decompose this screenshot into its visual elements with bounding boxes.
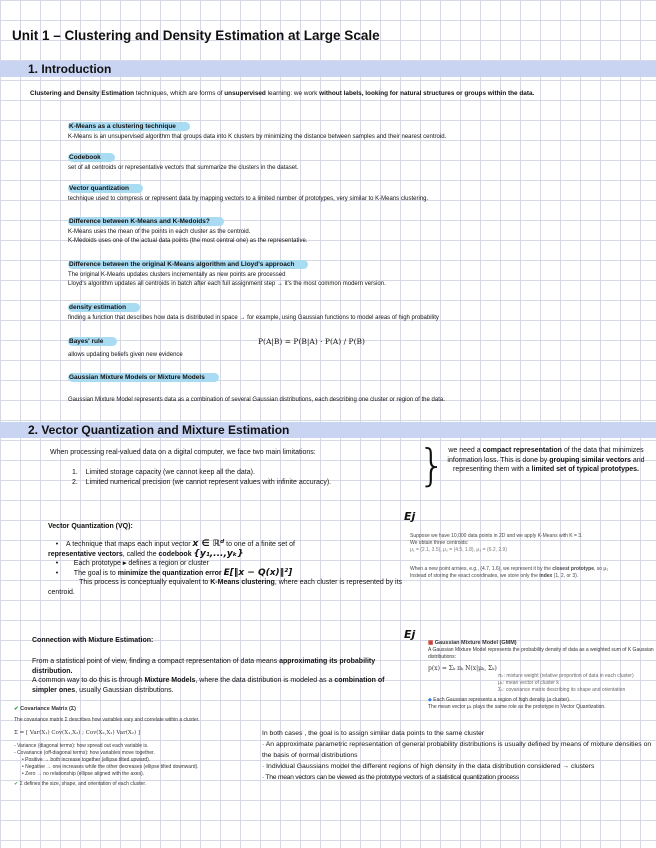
term-kmeans-vs-kmedoids [68,210,628,245]
term-kmeans [68,115,628,142]
handwritten-note: x ∈ ℝᵈ [192,539,225,549]
term-label: Codebook [68,153,115,162]
term-desc: Lloyd's algorithm updates all centroids in batch after each full assignment step → it's the most common modern version. [68,280,386,287]
list-item: • Zero → no relationship (ellipse aligned with the axes). [22,771,145,777]
term-gmm [68,366,628,405]
term-density-estimation [68,296,628,323]
list-item: 2. Limited numerical precision (we cannot represent values with infinite accuracy). [72,478,332,486]
term-label: Bayes' rule [68,337,117,346]
list-item: • Negative → one increases while the other decreases (ellipse tilted downward). [22,764,199,770]
term-label: Gaussian Mixture Models or Mixture Models [68,373,219,382]
list-item: representative vectors, called the codebook {y₁,...,yₖ} [48,548,244,559]
bayes-formula: P(A|B) = P(B|A) · P(A) / P(B) [258,337,365,346]
term-codebook [68,146,628,173]
handwritten-note: Ej [404,628,416,641]
gmm-box: ▦ Gaussian Mixture Model (GMM) A Gaussian Mixture Model represents the probability density of data as a weighted sum of K Gaussian distributions: p(x) = Σₖ πₖ N(x|μₖ, Σₖ) πₖ: mixture weight (relative proportion of data in each cluster) μₖ: mean vector of cluster k Σₖ: covariance matrix describing its shape and orientation ◆ Each Gaussian represents a region of high density (a cluster). The mean vector μₖ plays the same role as the prototype in Vector Quantization. [428,640,654,710]
mix-heading: Connection with Mixture Estimation: [32,637,154,644]
list-item: - Covariance (off-diagonal terms): how variables move together. [14,750,155,756]
section-2-header [0,422,656,438]
term-label: Difference between the original K-Means algorithm and Lloyd's approach [68,260,308,269]
term-desc: Gaussian Mixture Model represents data as a combination of several Gaussian distributions, each describing one cluster or region of the data. [68,397,445,403]
intro-paragraph: Clustering and Density Estimation techniques, which are forms of unsupervised learning: we work without labels, looking for natural structures or groups within the data. [30,90,535,97]
brace-symbol: } [418,440,446,491]
vq-bullets [48,540,408,597]
section-1-header [0,61,656,77]
term-label: Vector quantization [68,184,143,193]
list-item: - Variance (diagonal terms): how spread out each variable is. [14,743,149,749]
term-desc: technique used to compress or represent data by mapping vectors to a limited number of prototypes, very similar to K-Means clustering. [68,196,429,202]
mix-paragraph: From a statistical point of view, finding a compact representation of data means approximating its probability distribution. A common way to do this is through Mixture Models, where the data distribution is modeled as a combination of simpler ones, usually Gaussian distributions. [32,658,385,694]
term-desc: allows updating beliefs given new evidence [68,352,183,358]
handwritten-note: Ej [404,510,416,523]
term-label: Difference between K-Means and K-Medoids? [68,217,224,226]
term-label: density estimation [68,303,140,312]
summary-notes: In both cases , the goal is to assign similar data points to the same cluster · An approximate parametric representation of general probability distributions is usually defined by means of mixture densities on the basis of normal distributions · Individual Gaussians model the different regions of high density in the data distribution considered → clusters · The mean vectors can be viewed as the prototype vectors of a statistical quantization process [262,730,652,781]
list-item: • Positive → both increase together (ellipse tilted upward). [22,757,151,763]
list-item: 1. Limited storage capacity (we cannot keep all the data). [72,469,255,476]
list-item: This process is conceptually equivalent to K-Means clustering, where each cluster is represented by its centroid. [48,579,403,596]
check-icon: ✔ [14,706,19,712]
term-label: K-Means as a clustering technique [68,122,190,131]
section-1-title: 1. Introduction [28,62,112,76]
limitations-list [72,468,422,487]
vq-heading: Vector Quantization (VQ): [48,523,133,530]
handwritten-note: E[‖x − Q(x)‖²] [223,567,293,578]
covariance-box: ✔ Covariance Matrix (Σ) The covariance matrix Σ describes how variables vary and correlate within a cluster. Σ = [ Var(X₁) Cov(X₁,X₂) ; Cov(X₂,X₁) Var(X₂) ] - Variance (diagonal terms): how spread out each variable is. - Covariance (off-diagonal terms): how variables move together. • Positive → both increase together (ellipse tilted upward). • Negative → one increases while the other decreases (ellipse tilted downward). • Zero → no relationship (ellipse aligned with the axes). ✔ Σ defines the size, shape, and orientation of each cluster. [14,706,254,788]
section-2-title: 2. Vector Quantization and Mixture Estimation [28,423,290,437]
term-desc: K-Medoids uses one of the actual data points (the most central one) as the representative. [68,237,308,244]
example-box: Suppose we have 10,000 data points in 2D and we apply K-Means with K = 3. We obtain three centroids: μ₁ = (2.1, 3.5), μ₂ = (4.5, 1.8), μ₃ = (6.2, 2.9) When a new point arrives, e.g., (4.7, 1.6), we represent it by the closest prototype, so μ₂ Instead of storing the exact coordinates, we store only the index (1, 2, or 3). [410,533,609,579]
term-desc: K-Means is an unsupervised algorithm that groups data into K clusters by minimizing the distance between samples and their nearest centroid. [68,134,447,140]
term-desc: The original K-Means updates clusters incrementally as new points are processed [68,272,286,278]
term-desc: set of all centroids or representative vectors that summarize the clusters in the dataset. [68,165,299,171]
limitations-lead: When processing real-valued data on a digital computer, we face two main limitations: [50,449,316,456]
list-item: • The goal is to minimize the quantization error E[‖x − Q(x)‖²] [48,567,293,578]
brace-note: we need a compact representation of the data that minimizes information loss. This is done by grouping similar vectors and representing them with a limited set of typical prototypes. [447,447,645,473]
term-vector-quantization [68,177,628,204]
list-item: • Each prototype ▸ defines a region or cluster [48,560,209,567]
list-item: • A technique that maps each input vector x ∈ ℝᵈ to one of a finite set of [48,539,296,549]
term-desc: K-Means uses the mean of the points in each cluster as the centroid. [68,229,251,235]
handwritten-note: {y₁,...,yₖ} [193,548,244,559]
term-desc: finding a function that describes how data is distributed in space → for example, using Gaussian functions to model areas of high probability [68,315,439,321]
chart-icon: ▦ [428,640,434,646]
page-title: Unit 1 – Clustering and Density Estimation at Large Scale [12,28,380,43]
term-kmeans-vs-lloyd [68,253,628,288]
